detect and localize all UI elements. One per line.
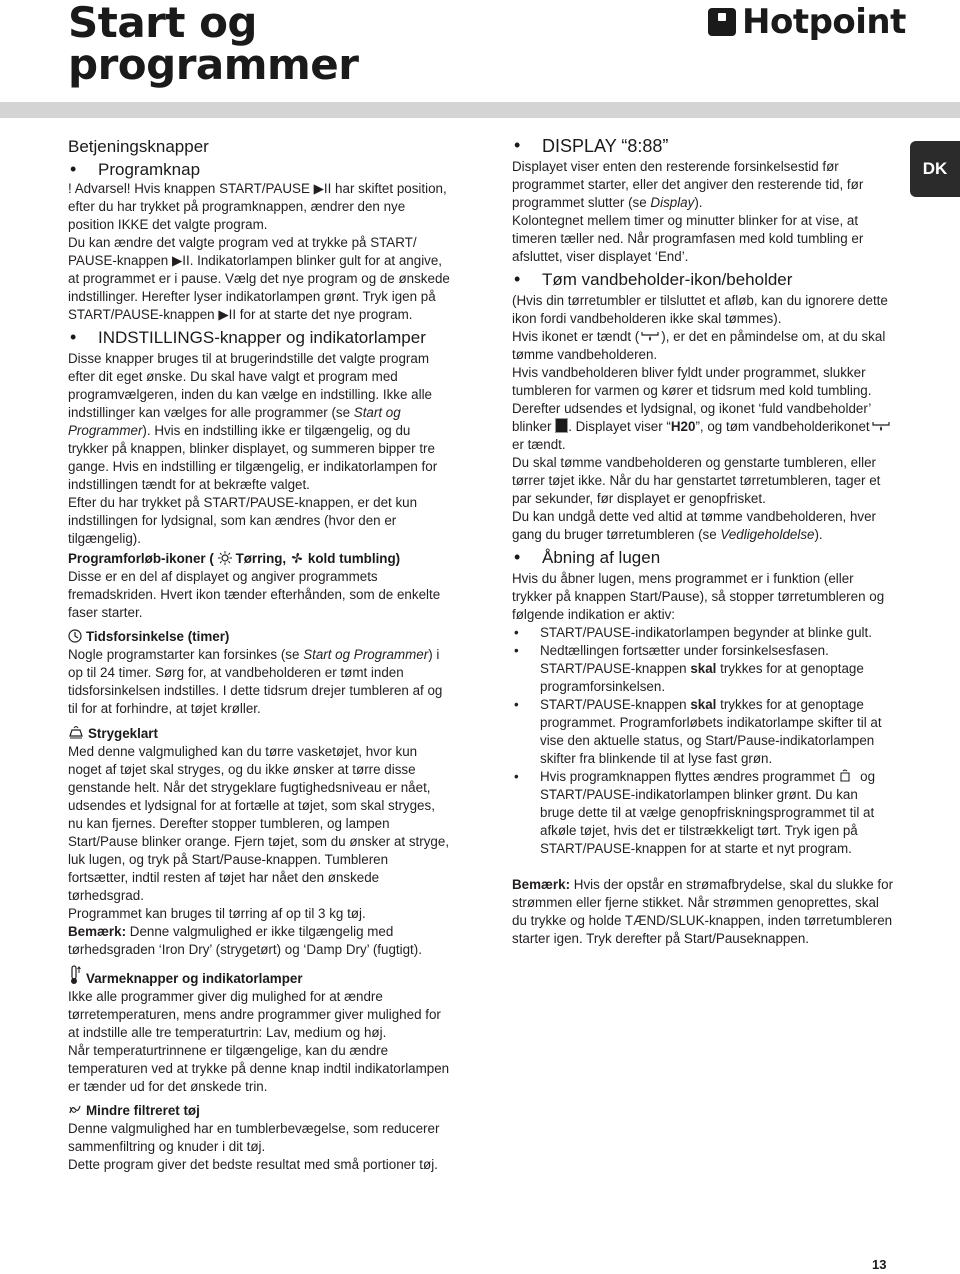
title-line-1: Start og: [68, 0, 257, 47]
page-title: [68, 0, 359, 89]
display-heading: • DISPLAY “8:88”: [512, 136, 894, 156]
indstillinger-text-2: Efter du har trykket på START/PAUSE-knappen, er det kun indstillingen for lydsignal, som kan ændres (hvor den er tilgængelig).: [68, 495, 418, 546]
list-item: • START/PAUSE-knappen skal trykkes for at genoptage programmet. Programforløbets indikatorlampe skifter til at vise den aktuelle status, og Start/Pause-indikatorlampen skifter fra blinkende til at lyse fast grøn.: [512, 696, 894, 768]
display-text-2: Kolontegnet mellem timer og minutter blinker for at vise, at timeren tæller ned. Når programfasen med kold tumbling er afsluttet, viser displayet ‘End’.: [512, 213, 864, 264]
power-note: Bemærk: Hvis der opstår en strømafbrydelse, skal du slukke for strømmen eller fjerne stikket. Når strømmen genoprettes, skal du trykke og holde TÆND/SLUK-knappen, inden tørretumbleren starter igen. Tryk derefter på Start/Pauseknappen.: [512, 877, 894, 946]
strygeklart-text-2: Programmet kan bruges til tørring af op til 3 kg tøj.: [68, 906, 366, 921]
refresh-program-icon: [838, 769, 852, 783]
display-text: Displayet viser enten den resterende forsinkelsestid før programmet starter, eller det angiver den resterende tid, før programmet slutter (se Display).: [512, 159, 864, 210]
list-item: • START/PAUSE-indikatorlampen begynder at blinke gult.: [512, 624, 894, 642]
programforloeb-text: Disse er en del af displayet og angiver programmets fremadskriden. Hvert ikon tænder efterhånden, som de enkelte faser starter.: [68, 569, 441, 620]
varme-heading: Varmeknapper og indikatorlamper: [68, 965, 450, 988]
aabning-list: [512, 624, 894, 858]
strygeklart-text: Med denne valgmulighed kan du tørre vasketøjet, hvor kun noget af tøjet skal stryges, og du ikke ønsker at tørre disse genstande helt. Når det strygeklare fugtighedsniveau er nået, udsendes et lydsignal for at fortælle at tøjet, som skal stryges, nu kan fjernes. Derefter stopper tumbleren, og lampen Start/Pause blinker orange. Fjern tøjet, som du ønsker at stryge, luk lugen, og tryk på Start/Pause-knappen. Tumbleren fortsætter, indtil resten af tøjet har nået den ønskede tørhedsgrad.: [68, 744, 450, 903]
toem-text-5: Du kan undgå dette ved altid at tømme vandbeholderen, hver gang du bruger tørretumbleren (se Vedligeholdelse).: [512, 509, 877, 542]
thermometer-icon: [68, 965, 82, 985]
toem-text: (Hvis din tørretumbler er tilsluttet et afløb, kan du ignorere dette ikon fordi vandbeholderen ikke skal tømmes).: [512, 293, 888, 326]
strygeklart-heading: Strygeklart: [68, 724, 450, 743]
page-number: 13: [872, 1257, 887, 1272]
water-container-icon: [872, 421, 890, 432]
programknap-text: Du kan ændre det valgte program ved at trykke på START/ PAUSE-knappen ▶II. Indikatorlampen blinker gult for at angive, at programmet er i pause. Vælg det nye program og de ønskede indstillinger. Herefter lyser indikatorlampen grønt. Tryk igen på START/PAUSE-knappen ▶II for at starte det nye program.: [68, 235, 450, 322]
mindre-text: Denne valgmulighed har en tumblerbevægelse, som reducerer sammenfiltring og knuder i dit tøj.: [68, 1121, 440, 1154]
mindre-text-2: Dette program giver det bedste resultat med små portioner tøj.: [68, 1157, 438, 1172]
iron-icon: [68, 724, 84, 740]
hotpoint-logo-icon: [708, 8, 736, 36]
programknap-warning: ! Advarsel! Hvis knappen START/PAUSE ▶II har skiftet position, efter du har trykket på programknappen, ændrer den nye position IKKE det valgte program.: [68, 181, 447, 232]
varme-text: Ikke alle programmer giver dig mulighed for at ændre tørretemperaturen, mens andre programmer giver mulighed for at indstille alle tre temperaturtrin: Lav, medium og høj.: [68, 989, 441, 1040]
fan-icon: [290, 551, 304, 565]
list-item: • Nedtællingen fortsætter under forsinkelsesfasen. START/PAUSE-knappen skal trykkes for at genoptage programforsinkelsen.: [512, 642, 894, 696]
programforloeb-heading: Programforløb-ikoner ( Tørring, kold tumbling): [68, 551, 401, 566]
strygeklart-note: Bemærk: Denne valgmulighed er ikke tilgængelig med tørhedsgraden ‘Iron Dry’ (strygetørt) og ‘Damp Dry’ (fugtigt).: [68, 924, 422, 957]
water-container-icon: [641, 331, 659, 342]
section-title: Betjeningsknapper: [68, 137, 209, 156]
brand-name: Hotpoint: [742, 2, 906, 42]
list-item: • Hvis programknappen flyttes ændres programmet og START/PAUSE-indikatorlampen blinker grønt. Du kan bruge dette til at vælge genopfriskningsprogrammet til at afkøle tøjet, hvis det er tilstrækkeligt tørt. Tryk igen på START/PAUSE-knappen for at starte et nyt program.: [512, 768, 894, 858]
left-column: [68, 136, 450, 1174]
header-divider: [0, 102, 960, 118]
language-tab: DK: [910, 141, 960, 197]
toem-text-2: Hvis ikonet er tændt ( ), er det en påmindelse om, at du skal tømme vandbeholderen.: [512, 329, 886, 362]
indstillinger-text: Disse knapper bruges til at brugerindstille det valgte program efter dit eget ønske. Du skal have valgt et program med programvælgeren, inden du kan vælge en indstilling. Ikke alle indstillinger kan vælges for alle programmer (se Start og Programmer). Hvis en indstilling ikke er tilgængelig, og du trykker på knappen, blinker displayet, og summeren bipper tre gange. Hvis en indstilling er tilgængelig, er indikatorlampen for indstillingen tændt for at bekræfte valget.: [68, 351, 438, 492]
toem-text-3: Hvis vandbeholderen bliver fyldt under programmet, slukker tumbleren for varmen og kører et tidsrum med kold tumbling. Derefter udsendes et lydsignal, og ikonet ‘fuld vandbeholder’ blinker . Displayet viser “H20”, og tøm vandbeholderikonet er tændt.: [512, 364, 894, 454]
clock-icon: [68, 629, 82, 643]
right-column: [512, 136, 894, 948]
mindre-heading: Mindre filtreret tøj: [68, 1102, 450, 1120]
programknap-heading: • Programknap: [68, 160, 450, 180]
aabning-text: Hvis du åbner lugen, mens programmet er i funktion (eller trykker på knappen Start/Pause), så stopper tørretumbleren og følgende indikation er aktiv:: [512, 571, 885, 622]
varme-text-2: Når temperaturtrinnene er tilgængelige, kan du ændre temperaturen ved at trykke på denne knap indtil indikatorlampen er tænder ud for det ønskede trin.: [68, 1043, 450, 1094]
sun-icon: [218, 551, 232, 565]
indstillinger-heading: • INDSTILLINGS-knapper og indikatorlamper: [68, 328, 450, 348]
title-line-2: programmer: [68, 40, 359, 89]
toem-text-4: Du skal tømme vandbeholderen og genstarte tumbleren, eller tørrer tøjet ikke. Når du har genstartet tørretumbleren, tager et par sekunder, før displayet er genopfrisket.: [512, 455, 881, 506]
hotpoint-logo: [708, 4, 906, 40]
aabning-heading: • Åbning af lugen: [512, 548, 894, 568]
tidsforsinkelse-text: Nogle programstarter kan forsinkes (se Start og Programmer) i op til 24 timer. Sørg for, at vandbeholderen er tømt inden tidsforsinkelsen indstilles. I dette tidsrum drejer tumbleren af og til for at forhindre, at tøjet krøller.: [68, 647, 443, 716]
full-container-icon: [555, 418, 568, 433]
toem-heading: • Tøm vandbeholder-ikon/beholder: [512, 270, 894, 290]
tangle-icon: [68, 1103, 82, 1117]
tidsforsinkelse-heading: Tidsforsinkelse (timer): [68, 628, 450, 646]
